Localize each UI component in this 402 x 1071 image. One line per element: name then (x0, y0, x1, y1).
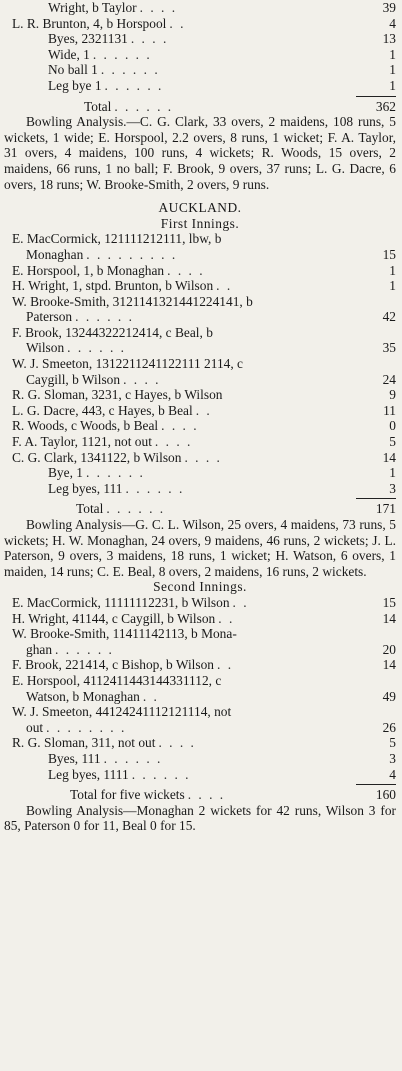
leader-dots: . . . . . . (104, 77, 164, 93)
runs-value: 1 (389, 465, 396, 481)
runs-value: 1 (389, 262, 396, 278)
batsman-line: W. Brooke-Smith, 11411142113, b Mona- (12, 626, 237, 642)
top-batting-list (4, 0, 396, 94)
total-label: Total (84, 98, 112, 114)
leader-dots: . . . . . . (85, 465, 145, 481)
leader-dots: . . . . (158, 735, 196, 751)
batsman-line: Caygill, b Wilson (26, 371, 121, 387)
leader-dots: . . . . . . (75, 309, 134, 325)
batting-row (4, 16, 396, 32)
leader-dots: . . . . . . (100, 62, 160, 78)
leader-dots: . . . . . . (131, 766, 191, 782)
batsman-line: F. Brook, 221414, c Bishop, b Wilson (12, 657, 214, 673)
batsman-line: H. Wright, 41144, c Caygill, b Wilson (12, 610, 216, 626)
leader-dots: . . (232, 594, 249, 610)
batting-entry (4, 231, 396, 262)
leader-dots: . . . . (130, 31, 169, 47)
batsman-line: R. G. Sloman, 3231, c Hayes, b Wilson (12, 387, 223, 403)
runs-value: 5 (389, 735, 396, 751)
batsman-line: E. Horspool, 1, b Monaghan (12, 262, 165, 278)
leader-dots (222, 387, 378, 403)
leader-dots: . . . . . . (103, 750, 163, 766)
batsman-line: R. Woods, c Woods, b Beal (12, 418, 159, 434)
extras-entry: Byes, 2321131 (48, 31, 128, 47)
total-value: 160 (375, 787, 396, 803)
total-rule (356, 96, 396, 97)
batsman-line: E. Horspool, 4112411443144331112, c (12, 672, 222, 688)
extras-row (4, 31, 396, 47)
extras-entry: Leg byes, 1111 (48, 766, 129, 782)
batsman-line: H. Wright, 1, stpd. Brunton, b Wilson (12, 278, 214, 294)
batting-row (4, 657, 396, 673)
batsman-line: F. A. Taylor, 1121, not out (12, 434, 152, 450)
runs-value: 42 (382, 309, 396, 325)
batting-row (4, 278, 396, 294)
batting-entry (4, 673, 396, 704)
extras-entry: No ball 1 (48, 62, 98, 78)
leader-dots: . . . . . . (92, 46, 152, 62)
batting-row (4, 340, 396, 356)
runs-value: 39 (382, 0, 396, 15)
second-innings-list (4, 595, 396, 782)
runs-value: 15 (382, 246, 396, 262)
batting-row (4, 418, 396, 434)
batting-entry (4, 704, 396, 735)
batting-row (4, 247, 396, 263)
leader-dots: . . . . (139, 0, 178, 15)
leader-dots: . . (169, 15, 186, 31)
batsman-line: L. G. Dacre, 443, c Hayes, b Beal (12, 402, 193, 418)
batting-row (4, 309, 396, 325)
batting-row (4, 611, 396, 627)
runs-value: 5 (389, 434, 396, 450)
extras-row (4, 465, 396, 481)
leader-dots: . . . . . . (106, 501, 166, 517)
runs-value: 20 (382, 641, 396, 657)
runs-value: 9 (389, 387, 396, 403)
extras-entry: Bye, 1 (48, 465, 83, 481)
extras-entry: Byes, 111 (48, 750, 101, 766)
batting-row (4, 0, 396, 16)
runs-value: 3 (389, 750, 396, 766)
runs-value: 4 (389, 766, 396, 782)
total-row (4, 787, 396, 803)
leader-dots: . . . . . . . . . (86, 246, 178, 262)
runs-value: 3 (389, 480, 396, 496)
extras-row (4, 62, 396, 78)
batting-entry (4, 626, 396, 657)
batsman-line: F. Brook, 13244322212414, c Beal, b (12, 324, 213, 340)
runs-value: 1 (389, 46, 396, 62)
batsman-line: R. G. Sloman, 311, not out (12, 735, 156, 751)
first-innings-list (4, 231, 396, 496)
total-rule (356, 498, 396, 499)
total-value: 171 (375, 501, 396, 517)
batsman-line: Watson, b Monaghan (26, 688, 140, 704)
runs-value: 35 (382, 340, 396, 356)
leader-dots: . . . . (161, 418, 199, 434)
batting-row (4, 403, 396, 419)
runs-value: 11 (383, 402, 396, 418)
batsman-line: W. J. Smeeton, 44124241112121114, not (12, 704, 232, 720)
leader-dots: . . . . (184, 449, 222, 465)
runs-value: 1 (389, 77, 396, 93)
total-label: Total (76, 501, 104, 517)
runs-value: 49 (382, 688, 396, 704)
batting-row (4, 689, 396, 705)
leader-dots: . . . . (187, 787, 226, 803)
leader-dots: . . . . (154, 434, 193, 450)
leader-dots: . . . . . . (114, 98, 174, 114)
total-row (4, 501, 396, 517)
runs-value: 26 (382, 719, 396, 735)
leader-dots: . . (217, 657, 234, 673)
team-heading: AUCKLAND. (158, 200, 242, 216)
batsman-line: ghan (26, 641, 53, 657)
batsman-entry: L. R. Brunton, 4, b Horspool (12, 15, 167, 31)
batting-row (4, 434, 396, 450)
innings-heading: Second Innings. (153, 579, 247, 595)
runs-value: 15 (382, 594, 396, 610)
batsman-line: E. MacCormick, 121111212111, lbw, b (12, 231, 222, 247)
extras-row (4, 751, 396, 767)
leader-dots: . . (216, 278, 233, 294)
runs-value: 1 (389, 62, 396, 78)
runs-value: 14 (382, 610, 396, 626)
total-label: Total for five wickets (70, 787, 185, 803)
batsman-entry: Wright, b Taylor (48, 0, 137, 15)
extras-row (4, 47, 396, 63)
bowling-analysis: Bowling Analysis—Monaghan 2 wickets for 42 runs, Wilson 3 for 85, Paterson 0 for 11, Beal 0 for 15. (4, 802, 396, 834)
batting-row (4, 450, 396, 466)
batting-row (4, 595, 396, 611)
batting-entry (4, 294, 396, 325)
batsman-line: W. J. Smeeton, 1312211241122111 2114, c (12, 356, 243, 372)
total-rule (356, 784, 396, 785)
batting-row (4, 642, 396, 658)
extras-row (4, 481, 396, 497)
extras-entry: Wide, 1 (48, 46, 90, 62)
extras-entry: Leg bye 1 (48, 77, 102, 93)
batting-row (4, 263, 396, 279)
batsman-line: E. MacCormick, 11111112231, b Wilson (12, 594, 230, 610)
leader-dots: . . (142, 688, 159, 704)
extras-row (4, 78, 396, 94)
extras-entry: Leg byes, 111 (48, 480, 123, 496)
runs-value: 24 (382, 371, 396, 387)
total-value: 362 (375, 98, 396, 114)
batsman-line: Monaghan (26, 246, 84, 262)
bowling-analysis: Bowling Analysis.—C. G. Clark, 33 overs, 2 maidens, 108 runs, 5 wickets, 1 wide; E. Horspool, 2.2 overs, 8 runs, 1 wicket; F. A. Taylor, 31 overs, 4 maidens, 100 runs, 4 wickets; R. Woods, 15 overs, 2 maidens, 66 runs, 1 no ball; F. Brook, 9 overs, 37 runs; L. G. Dacre, 6 overs, 18 runs; W. Brooke-Smith, 2 overs, 9 runs. (4, 114, 396, 192)
leader-dots: . . . . . . . . (46, 719, 127, 735)
leader-dots: . . (218, 610, 235, 626)
total-row (4, 99, 396, 115)
runs-value: 14 (382, 657, 396, 673)
runs-value: 13 (382, 31, 396, 47)
runs-value: 4 (389, 15, 396, 31)
batsman-line: Wilson (26, 340, 65, 356)
batsman-line: C. G. Clark, 1341122, b Wilson (12, 449, 182, 465)
batsman-line: Paterson (26, 309, 73, 325)
runs-value: 0 (389, 418, 396, 434)
bowling-analysis: Bowling Analysis—G. C. L. Wilson, 25 overs, 4 maidens, 73 runs, 5 wickets; H. W. Monaghan, 24 overs, 9 maidens, 46 runs, 2 wickets; J. L. Paterson, 9 overs, 3 maidens, 18 runs, 1 wicket; H. Watson, 6 overs, 1 maiden, 14 runs; C. E. Beal, 8 overs, 2 maidens, 16 runs, 2 wickets. (4, 517, 396, 579)
leader-dots: . . . . . . (125, 480, 185, 496)
extras-row (4, 767, 396, 783)
leader-dots: . . . . (167, 262, 205, 278)
leader-dots: . . . . . . (55, 641, 114, 657)
batsman-line: out (26, 719, 44, 735)
batting-row (4, 387, 396, 403)
runs-value: 14 (382, 449, 396, 465)
leader-dots: . . (195, 402, 212, 418)
batting-row (4, 372, 396, 388)
batting-entry (4, 356, 396, 387)
leader-dots: . . . . . . (67, 340, 126, 356)
batsman-line: W. Brooke-Smith, 3121141321441224141, b (12, 293, 253, 309)
runs-value: 1 (389, 278, 396, 294)
leader-dots: . . . . (123, 371, 161, 387)
batting-row (4, 720, 396, 736)
batting-entry (4, 325, 396, 356)
batting-row (4, 735, 396, 751)
innings-heading: First Innings. (160, 215, 240, 231)
